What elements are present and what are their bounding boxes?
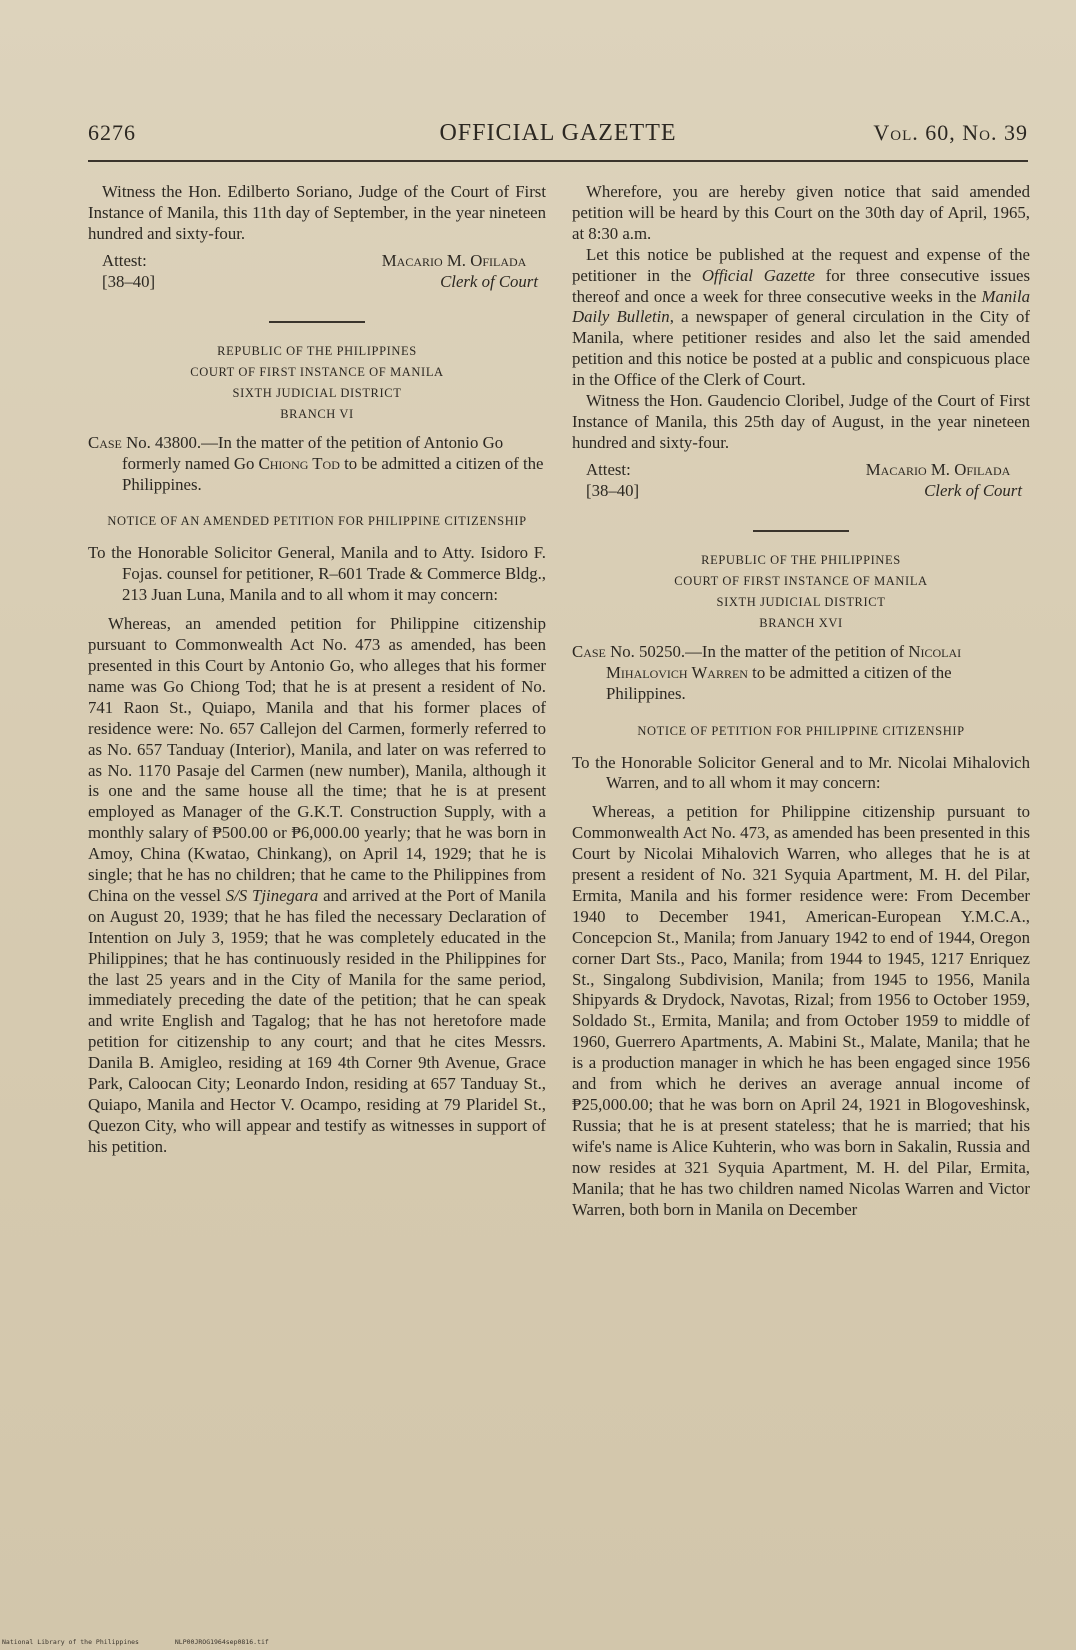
court-line: BRANCH VI xyxy=(280,406,354,421)
petition-body xyxy=(88,614,546,1158)
petitioner-name: Chiong Tod xyxy=(258,453,340,473)
court-line: REPUBLIC OF THE PHILIPPINES xyxy=(701,552,901,567)
clerk-signature xyxy=(370,251,538,293)
court-line: SIXTH JUDICIAL DISTRICT xyxy=(716,594,886,609)
body-text: for three consecutive issues thereof and once a week for three consecutive weeks in the xyxy=(572,265,1030,306)
clerk-signature xyxy=(854,460,1022,502)
vessel-name: S/S Tjinegara xyxy=(225,885,319,905)
body-text: Whereas, an amended petition for Philippine citizenship pursuant to Commonwealth Act No. 473 as amended, has been presented in this Court by Antonio Go, who alleges that his former name was Go Chiong Tod; that he is at present a resident of No. 741 Raon St., Quiapo, Manila and that his former places of residence were: No. 657 Callejon del Carmen, formerly referred to as No. 657 Tanduay (Interior), Manila, and later on was referred to as No. 1170 Pasaje del Carmen (new number), Manila, although it is one and the same house all the time; that he is at present employed as Manager of the G.K.T. Construction Supply, with a monthly salary of ₱500.00 or ₱6,000.00 yearly; that he was born in Amoy, China (Kwatao, Chinkang), on April 14, 1929; that he is single; that he has no children; that he came to the Philippines from China on the vessel xyxy=(88,614,546,905)
address-line: To the Honorable Solicitor General, Manila and to Atty. Isidoro F. Fojas. counsel for petitioner, R–601 Trade & Commerce Bldg., 213 Juan Luna, Manila and to all whom it may concern: xyxy=(88,543,546,605)
clerk-name: Macario M. Ofilada xyxy=(865,459,1011,479)
section-divider xyxy=(269,321,365,323)
witness-paragraph: Witness the Hon. Edilberto Soriano, Judge of the Court of First Instance of Manila, this 11th day of September, in the year nineteen hundred and sixty-four. xyxy=(88,182,546,243)
publication-paragraph xyxy=(572,245,1030,391)
case-caption xyxy=(572,642,1030,705)
case-text: to be admitted a citizen of the Philippines. xyxy=(122,453,544,494)
footer-source: National Library of the Philippines xyxy=(2,1638,139,1646)
case-label: Case xyxy=(88,432,122,452)
witness-paragraph: Witness the Hon. Gaudencio Cloribel, Judge of the Court of First Instance of Manila, this 25th day of August, in the year nineteen hundred and sixty-four. xyxy=(572,391,1030,452)
notice-title: NOTICE OF PETITION FOR PHILIPPINE CITIZENSHIP xyxy=(637,723,965,738)
notice-title: NOTICE OF AN AMENDED PETITION FOR PHILIPPINE CITIZENSHIP xyxy=(107,514,527,529)
attest-reference: [38–40] xyxy=(586,480,640,500)
case-text: No. 50250.—In the matter of the petition of xyxy=(605,641,909,661)
section-divider xyxy=(753,530,849,532)
page-number: 6276 xyxy=(88,120,136,145)
scan-footer xyxy=(0,1638,1076,1646)
court-line: COURT OF FIRST INSTANCE OF MANILA xyxy=(190,364,444,379)
petitioner-name: Nicolai Mihalovich Warren xyxy=(606,641,962,682)
volume-issue: Vol. 60, No. 39 xyxy=(873,120,1028,145)
page-header xyxy=(88,120,1028,160)
body-text: and arrived at the Port of Manila on August 20, 1939; that he has filed the necessary Declaration of Intention on July 3, 1959; that he was completely educated in the Philippines; that he has continuously resided in the Philippines for the last 25 years and in the City of Manila for the same period, immediately preceding the date of the petition; that he can speak and write English and Tagalog; that he has not heretofore made petition for citizenship to any court; and that he cites Messrs. Danila B. Amigleo, residing at 169 4th Corner 9th Avenue, Grace Park, Caloocan City; Leonardo Indon, residing at 657 Tanduay St., Quiapo, Manila and Hector V. Ocampo, residing at 79 Plaridel St., Quezon City, who will appear and testify as witnesses in support of his petition. xyxy=(88,885,546,1156)
case-text: No. 43800.—In the matter of the petition of Antonio Go formerly named Go xyxy=(121,432,504,473)
footer-file-id: NLP00JROG1964sep0816.tif xyxy=(174,1638,269,1646)
case-caption xyxy=(88,433,546,496)
clerk-title: Clerk of Court xyxy=(440,271,538,291)
court-line: SIXTH JUDICIAL DISTRICT xyxy=(232,385,402,400)
petition-body: Whereas, a petition for Philippine citizenship pursuant to Commonwealth Act No. 473, as amended has been presented in this Court by Nicolai Mihalovich Warren, who alleges that he is at present a resident of No. 321 Syquia Apartment, M. H. del Pilar, Ermita, Manila and his former residence were: From December 1940 to December 1941, American-European Y.M.C.A., Concepcion St., Manila; from January 1942 to end of 1944, Oregon corner Dart Sts., Paco, Manila; from 1944 to 1945, 1217 Enriquez St., Singalong Subdivision, Manila; from 1945 to 1956, Manila Shipyards & Drydock, Navotas, Rizal; from 1956 to October 1959, Soldado St., Ermita, Manila; and from October 1959 to middle of 1960, Guerrero Apartments, A. Mabini St., Malate, Manila; that he is a production manager in which he has been engaged since 1956 and from which he derives an average annual income of ₱25,000.00; that he was born on April 24, 1921 in Blogoveshinsk, Russia; that he is at present stateless; that he is married; that his wife's name is Alice Kuhterin, who was born in Sakalin, Russia and now resides at 321 Syquia Apartment, M. H. del Pilar, Ermita, Manila; that he has two children named Nicolas Warren and Victor Warren, both born in Manila on December xyxy=(572,802,1030,1219)
attest-reference: [38–40] xyxy=(102,271,156,291)
clerk-title: Clerk of Court xyxy=(924,480,1022,500)
body-text: , a newspaper of general circulation in the City of Manila, where petitioner resides and also let the said amended petition and this notice be posted at a public and conspicuous place in the Office of the Clerk of Court. xyxy=(572,307,1031,390)
case-label: Case xyxy=(572,641,606,661)
wherefore-paragraph: Wherefore, you are hereby given notice that said amended petition will be heard by this Court on the 30th day of April, 1965, at 8:30 a.m. xyxy=(572,182,1030,243)
attest-left xyxy=(102,251,155,293)
attest-block xyxy=(572,460,1030,508)
court-heading xyxy=(88,341,546,425)
attest-label: Attest: xyxy=(586,459,631,479)
publication-name: Official Gazette xyxy=(701,265,815,285)
right-column xyxy=(572,182,1030,1220)
court-line: BRANCH XVI xyxy=(759,615,843,630)
publication-title: OFFICIAL GAZETTE xyxy=(439,120,677,146)
attest-label: Attest: xyxy=(102,250,147,270)
publication-name: Manila Daily Bulletin xyxy=(572,286,1030,327)
body-text: Let this notice be published at the request and expense of the petitioner in the xyxy=(572,244,1030,285)
attest-block xyxy=(88,251,546,299)
address-line: To the Honorable Solicitor General and to Mr. Nicolai Mihalovich Warren, and to all whom it may concern: xyxy=(572,752,1030,793)
court-line: COURT OF FIRST INSTANCE OF MANILA xyxy=(674,573,928,588)
header-rule xyxy=(88,160,1028,162)
left-column xyxy=(88,182,546,1158)
court-heading xyxy=(572,550,1030,634)
attest-left xyxy=(586,460,639,502)
clerk-name: Macario M. Ofilada xyxy=(381,250,527,270)
court-line: REPUBLIC OF THE PHILIPPINES xyxy=(217,343,417,358)
case-text: to be admitted a citizen of the Philippines. xyxy=(606,662,952,703)
